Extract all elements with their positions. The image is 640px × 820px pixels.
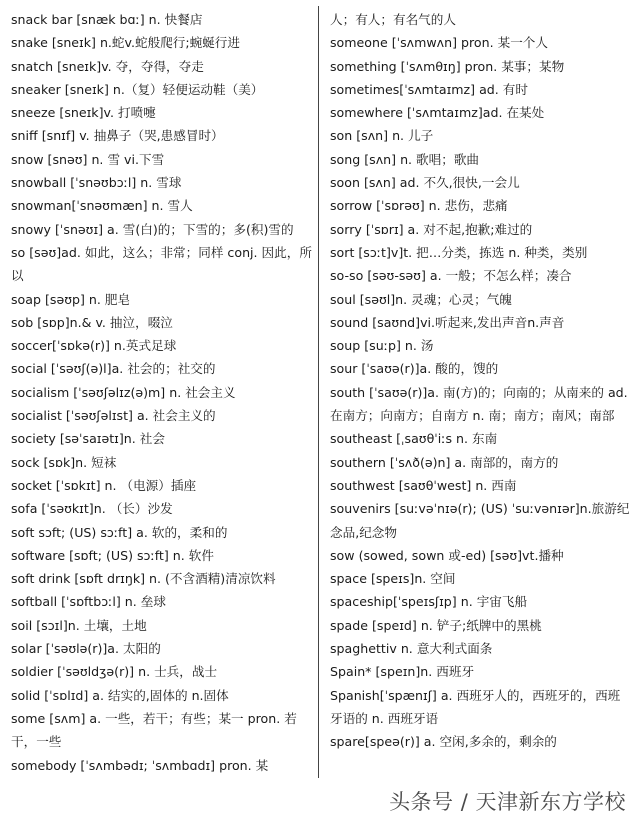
- vocabulary-entry: solid [ˈsɒlɪd] a. 结实的,固体的 n.固体: [11, 687, 229, 703]
- vocabulary-entry: Spanish[ˈspænɪʃ] a. 西班牙人的，西班牙的，西班牙语的 n. 西班牙语: [330, 687, 621, 726]
- vocabulary-entry: sow (sowed, sown 或-ed) [səʊ]vt.播种: [330, 547, 564, 563]
- vocabulary-entry: Spain* [speɪn]n. 西班牙: [330, 664, 475, 680]
- vocabulary-entry: sour [ˈsaʊə(r)]a. 酸的，馊的: [330, 361, 499, 377]
- vocabulary-entry: snow [snəʊ] n. 雪 vi.下雪: [11, 151, 165, 167]
- vocabulary-entry: socket [ˈsɒkɪt] n. （电源）插座: [11, 477, 197, 493]
- vocabulary-entry: sorrow [ˈsɒrəʊ] n. 悲伤，悲痛: [330, 198, 508, 214]
- left-column: [11, 8, 313, 777]
- vocabulary-entry: social [ˈsəʊʃ(ə)l]a. 社会的；社交的: [11, 361, 216, 377]
- vocabulary-entry: society [səˈsaɪətɪ]n. 社会: [11, 431, 165, 447]
- vocabulary-entry: sometimes[ˈsʌmtaɪmz] ad. 有时: [330, 81, 528, 97]
- vocabulary-entry: solar [ˈsəʊlə(r)]a. 太阳的: [11, 641, 161, 657]
- vocabulary-entry: soup [suːp] n. 汤: [330, 338, 434, 354]
- vocabulary-entry: something [ˈsʌmθɪŋ] pron. 某事；某物: [330, 58, 565, 74]
- vocabulary-entry: so-so [səʊ-səʊ] a. 一般；不怎么样；凑合: [330, 268, 572, 284]
- vocabulary-entry: soul [səʊl]n. 灵魂；心灵；气魄: [330, 291, 512, 307]
- vocabulary-entry: socialist [ˈsəʊʃəlɪst] a. 社会主义的: [11, 408, 216, 424]
- vocabulary-entry: sort [sɔːt]v]t. 把…分类，拣选 n. 种类，类别: [330, 244, 588, 260]
- vocabulary-entry: soil [sɔɪl]n. 土壤，土地: [11, 617, 147, 633]
- vocabulary-entry: some [sʌm] a. 一些，若干；有些；某一 pron. 若干，一些: [11, 710, 297, 750]
- vocabulary-entry: sniff [snɪf] v. 抽鼻子（哭,患感冒时）: [11, 128, 224, 144]
- vocabulary-entry: snack bar [snæk bɑː] n. 快餐店: [11, 12, 203, 27]
- vocabulary-entry: snowman[ˈsnəʊmæn] n. 雪人: [11, 198, 193, 214]
- vocabulary-entry: softball [ˈsɒftbɔːl] n. 垒球: [11, 594, 166, 610]
- vocabulary-entry: spare[speə(r)] a. 空闲,多余的，剩余的: [330, 734, 557, 750]
- vocabulary-entry: southwest [saʊθˈwest] n. 西南: [330, 477, 517, 493]
- vocabulary-entry: space [speɪs]n. 空间: [330, 571, 456, 587]
- vocabulary-entry: so [səʊ]ad. 如此，这么；非常；同样 conj. 因此，所以: [11, 244, 312, 284]
- vocabulary-entry: someone [ˈsʌmwʌn] pron. 某一个人: [330, 35, 548, 51]
- vocabulary-entry: snake [sneɪk] n.蛇v.蛇般爬行;蜿蜒行进: [11, 35, 240, 51]
- vocabulary-entry: soft sɔft; (US) sɔːft] a. 软的，柔和的: [11, 524, 228, 540]
- vocabulary-entry: snowy [ˈsnəʊɪ] a. 雪(白)的；下雪的；多(积)雪的: [11, 221, 294, 237]
- vocabulary-entry: south [ˈsaʊə(r)]a. 南(方)的；向南的；从南来的 ad. 在南方；向南方；自南方 n. 南；南方；南风；南部: [330, 384, 628, 424]
- vocabulary-entry: sofa [ˈsəʊkɪt]n. （长）沙发: [11, 501, 173, 517]
- watermark: 头条号 / 天津新东方学校: [389, 790, 626, 814]
- vocabulary-entry: soft drink [sɒft drɪŋk] n. (不含酒精)清凉饮料: [11, 571, 276, 587]
- vocabulary-entry: 人；有人；有名气的人: [330, 12, 456, 27]
- vocabulary-entry: song [sʌn] n. 歌唱；歌曲: [330, 151, 480, 167]
- vocabulary-entry: sound [saʊnd]vi.听起来,发出声音n.声音: [330, 314, 565, 330]
- vocabulary-entry: sorry [ˈsɒrɪ] a. 对不起,抱歉;难过的: [330, 221, 533, 237]
- right-column: [330, 8, 632, 754]
- column-divider: [318, 6, 319, 778]
- vocabulary-entry: snatch [sneɪk]v. 夺，夺得，夺走: [11, 58, 204, 74]
- vocabulary-entry: soap [səʊp] n. 肥皂: [11, 291, 131, 307]
- vocabulary-entry: soon [sʌn] ad. 不久,很快,一会儿: [330, 175, 520, 191]
- vocabulary-entry: sneeze [sneɪk]v. 打喷嚏: [11, 105, 156, 121]
- vocabulary-entry: somewhere [ˈsʌmtaɪmz]ad. 在某处: [330, 105, 545, 121]
- vocabulary-entry: southern [ˈsʌð(ə)n] a. 南部的，南方的: [330, 454, 559, 470]
- vocabulary-entry: spaghettiv n. 意大利式面条: [330, 641, 493, 657]
- vocabulary-entry: spade [speɪd] n. 铲子;纸牌中的黑桃: [330, 617, 542, 633]
- vocabulary-entry: spaceship[ˈspeɪsʃɪp] n. 宇宙飞船: [330, 594, 528, 610]
- vocabulary-entry: somebody [ˈsʌmbədɪ; ˈsʌmbɑdɪ] pron. 某: [11, 757, 269, 773]
- vocabulary-entry: sneaker [sneɪk] n.（复）轻便运动鞋（美）: [11, 81, 264, 97]
- vocabulary-entry: soldier [ˈsəʊldʒə(r)] n. 士兵，战士: [11, 664, 218, 680]
- vocabulary-entry: southeast [ˌsaʊθˈiːs n. 东南: [330, 431, 498, 447]
- vocabulary-entry: sock [sɒk]n. 短袜: [11, 454, 117, 470]
- vocabulary-entry: socialism [ˈsəʊʃəlɪz(ə)m] n. 社会主义: [11, 384, 236, 400]
- vocabulary-entry: soccer[ˈsɒkə(r)] n.英式足球: [11, 338, 177, 354]
- vocabulary-entry: son [sʌn] n. 儿子: [330, 128, 434, 144]
- vocabulary-entry: sob [sɒp]n.& v. 抽泣，啜泣: [11, 314, 173, 330]
- vocabulary-entry: snowball [ˈsnəʊbɔːl] n. 雪球: [11, 175, 182, 191]
- vocabulary-entry: software [sɒft; (US) sɔːft] n. 软件: [11, 547, 214, 563]
- vocabulary-entry: souvenirs [suːvəˈnɪə(r); (US) ˈsuːvənɪər]n.旅游纪念品,纪念物: [330, 501, 630, 540]
